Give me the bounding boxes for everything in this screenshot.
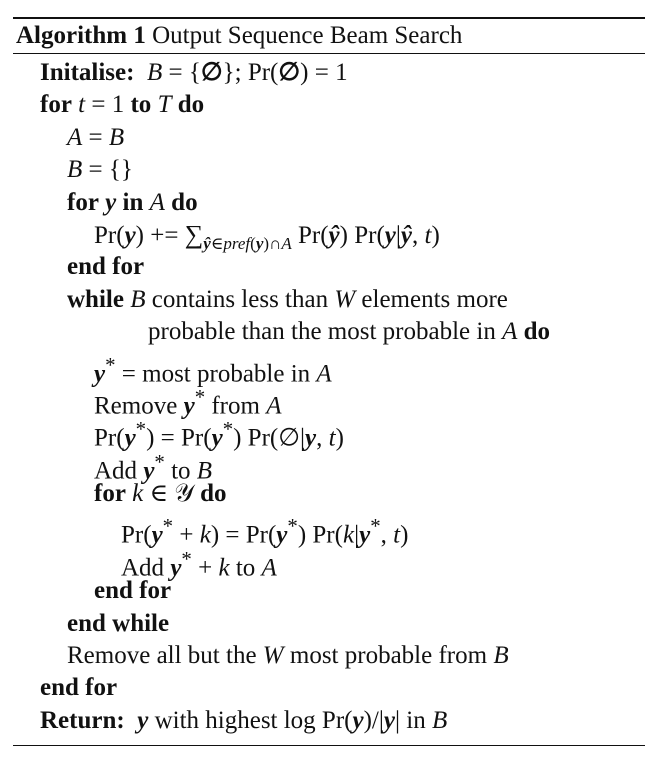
line-for-y: for y in A do	[67, 188, 198, 216]
algorithm-label: Algorithm 1	[16, 22, 146, 49]
line-remove-all: Remove all but the W most probable from B	[67, 642, 509, 670]
line-for-k: for k ∈ 𝒴 do	[94, 480, 227, 508]
line-assign-a: A = B	[67, 123, 125, 151]
caption-rule	[13, 53, 645, 54]
line-prefix-sum: $Pr(y) += \sum_{ŷ\in pref(y)\cap A}$ Pr(ŷ) Pr(y|ŷ, t)	[94, 219, 440, 253]
top-rule	[13, 17, 645, 19]
line-end-for-k: end for	[94, 577, 172, 605]
line-end-for-t: end for	[40, 674, 118, 702]
line-y-star: y* = most probable in A	[94, 352, 332, 387]
line-reset-b: B = {}	[67, 156, 133, 184]
algorithm-caption	[16, 20, 462, 52]
line-while-cont: probable than the most probable in A do	[148, 318, 551, 346]
bottom-rule	[13, 745, 645, 746]
line-end-for-y: end for	[67, 253, 145, 281]
line-add-y-b: Add y* to B	[94, 449, 213, 485]
algorithm-body	[0, 57, 656, 737]
line-initialise: Initalise: B = {∅}; Pr(∅) = 1	[40, 59, 348, 86]
line-pr-y-plus-k: Pr(y* + k) = Pr(y*) Pr(k|y*, t)	[121, 514, 409, 549]
line-while: while B contains less than W elements more	[67, 285, 508, 313]
line-return: Return: y with highest log Pr(y)/|y| in B	[40, 706, 448, 734]
line-end-while: end while	[67, 609, 170, 637]
algorithm-title: Output Sequence Beam Search	[152, 22, 463, 49]
line-pr-y-star: Pr(y*) = Pr(y*) Pr(∅|y, t)	[94, 417, 344, 452]
line-add-y-k: Add y* + k to A	[121, 546, 277, 582]
line-remove-y: Remove y* from A	[94, 384, 282, 420]
line-for-t: for t = 1 to T do	[40, 91, 205, 119]
